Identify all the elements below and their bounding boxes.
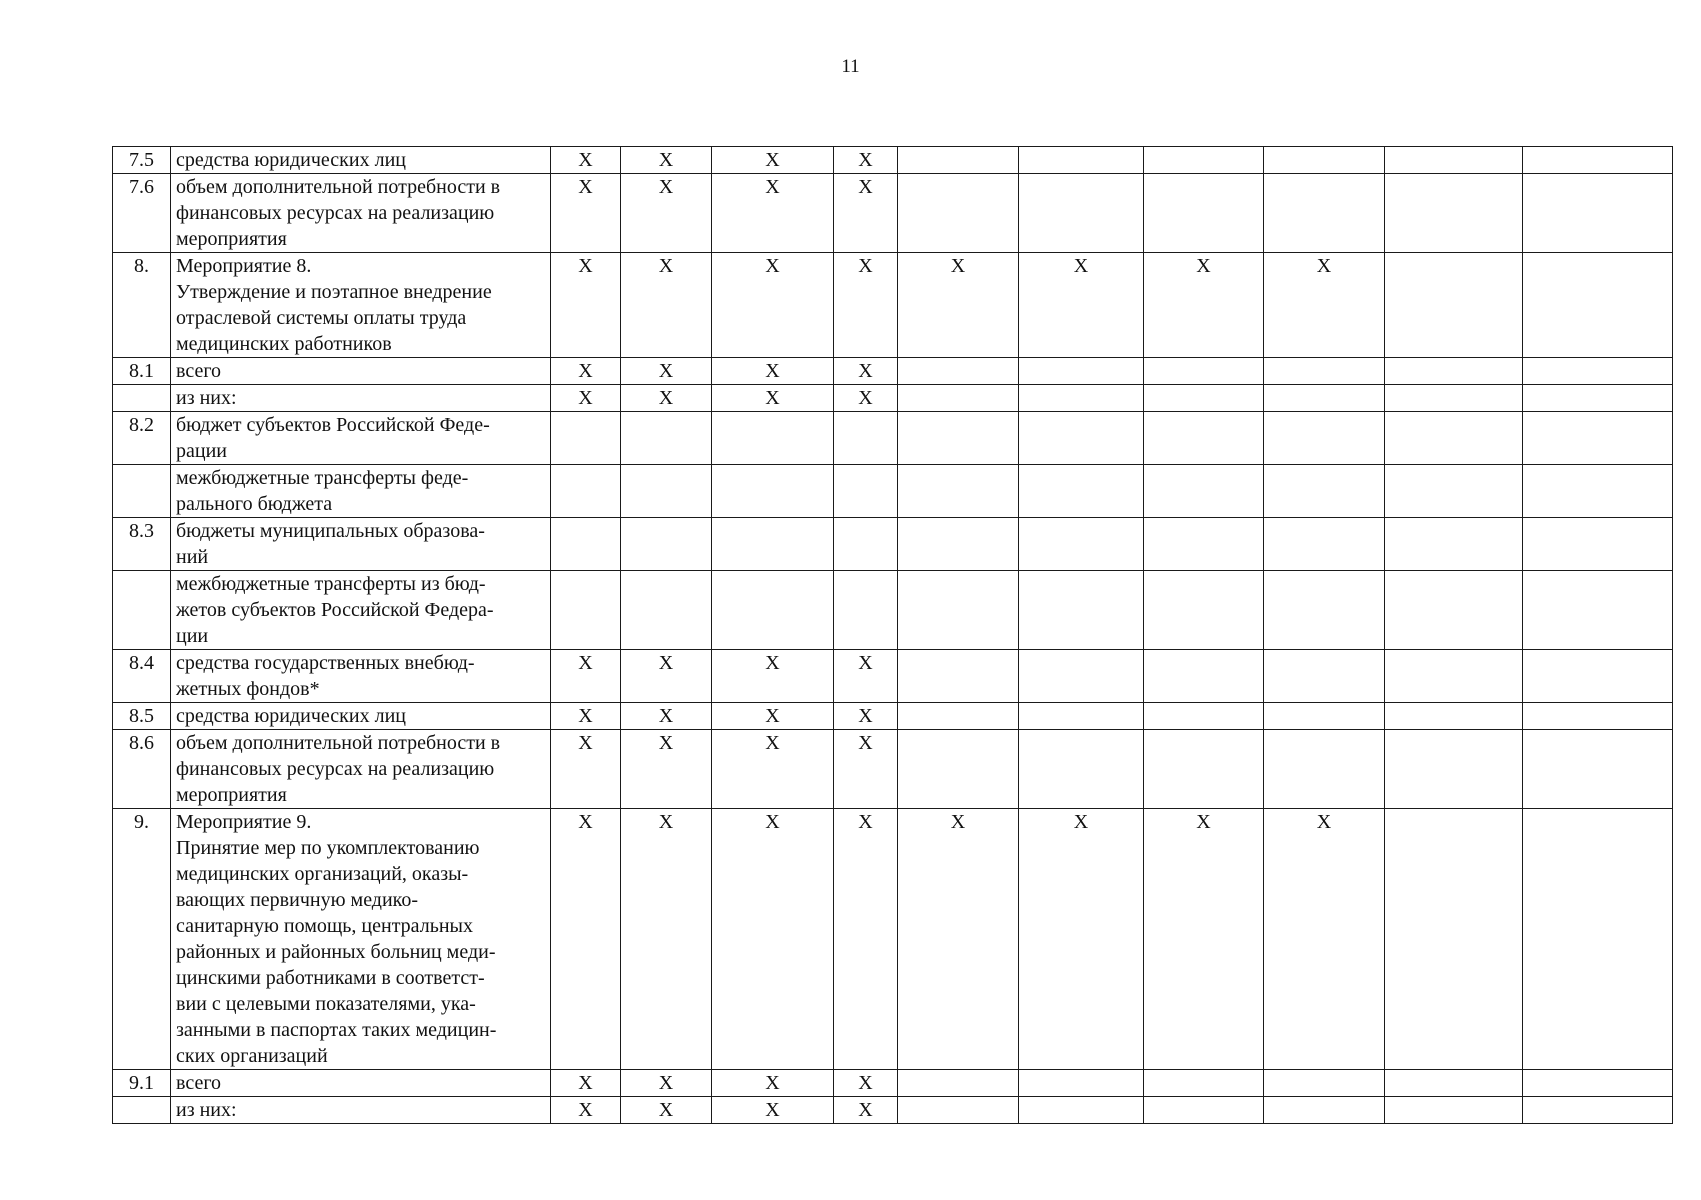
row-number: 9.1: [113, 1070, 171, 1097]
row-number: 8.4: [113, 650, 171, 703]
table-row: [113, 650, 1673, 703]
mark-cell: [1385, 412, 1523, 465]
mark-cell: [834, 412, 898, 465]
mark-cell: X: [551, 174, 621, 253]
table-row: [113, 147, 1673, 174]
mark-cell: [621, 465, 712, 518]
mark-cell: X: [551, 147, 621, 174]
mark-cell: [834, 465, 898, 518]
table-row: [113, 385, 1673, 412]
mark-cell: [1523, 730, 1673, 809]
mark-cell: X: [898, 809, 1019, 1070]
row-number: 9.: [113, 809, 171, 1070]
mark-cell: X: [834, 253, 898, 358]
mark-cell: [1144, 518, 1264, 571]
mark-cell: X: [1019, 809, 1144, 1070]
page-number: 11: [841, 56, 860, 77]
mark-cell: X: [712, 385, 834, 412]
mark-cell: [1264, 385, 1385, 412]
mark-cell: [621, 412, 712, 465]
mark-cell: [551, 465, 621, 518]
mark-cell: [551, 518, 621, 571]
mark-cell: [1385, 385, 1523, 412]
mark-cell: X: [551, 253, 621, 358]
mark-cell: [898, 1097, 1019, 1124]
mark-cell: [834, 571, 898, 650]
mark-cell: [712, 518, 834, 571]
mark-cell: [898, 730, 1019, 809]
mark-cell: [712, 412, 834, 465]
mark-cell: [1385, 730, 1523, 809]
mark-cell: [1019, 385, 1144, 412]
mark-cell: [1264, 571, 1385, 650]
table-row: [113, 174, 1673, 253]
mark-cell: [1144, 385, 1264, 412]
mark-cell: [1144, 1070, 1264, 1097]
mark-cell: [1523, 518, 1673, 571]
mark-cell: X: [621, 730, 712, 809]
mark-cell: [1385, 703, 1523, 730]
mark-cell: [1264, 1070, 1385, 1097]
mark-cell: X: [834, 358, 898, 385]
mark-cell: X: [551, 1097, 621, 1124]
row-description: из них:: [171, 385, 551, 412]
mark-cell: X: [551, 650, 621, 703]
mark-cell: [898, 465, 1019, 518]
mark-cell: [1144, 412, 1264, 465]
mark-cell: X: [834, 703, 898, 730]
row-description: Мероприятие 9. Принятие мер по укомплектованию медицинских организаций, оказы- вающих первичную медико- санитарную помощь, центральных районных и районных больниц меди- цинскими работниками в соответст- вии с целевыми показателями, ука- занными в паспортах таких медицин- ских организаций: [171, 809, 551, 1070]
mark-cell: X: [621, 174, 712, 253]
mark-cell: X: [1019, 253, 1144, 358]
financing-table-wrapper: [112, 146, 1672, 1124]
row-description: всего: [171, 358, 551, 385]
row-description: всего: [171, 1070, 551, 1097]
mark-cell: X: [551, 1070, 621, 1097]
mark-cell: X: [551, 730, 621, 809]
table-body: [113, 147, 1673, 1124]
mark-cell: [1385, 465, 1523, 518]
mark-cell: X: [834, 809, 898, 1070]
row-description: средства государственных внебюд- жетных фондов*: [171, 650, 551, 703]
mark-cell: [1523, 174, 1673, 253]
mark-cell: [1019, 412, 1144, 465]
row-number: [113, 571, 171, 650]
mark-cell: [834, 518, 898, 571]
mark-cell: X: [712, 147, 834, 174]
mark-cell: X: [898, 253, 1019, 358]
mark-cell: [1523, 412, 1673, 465]
mark-cell: X: [621, 703, 712, 730]
mark-cell: [1264, 730, 1385, 809]
mark-cell: X: [834, 1070, 898, 1097]
mark-cell: [1019, 1070, 1144, 1097]
mark-cell: X: [621, 358, 712, 385]
mark-cell: [712, 465, 834, 518]
mark-cell: [1144, 358, 1264, 385]
mark-cell: [1385, 650, 1523, 703]
mark-cell: [1264, 147, 1385, 174]
mark-cell: X: [834, 730, 898, 809]
mark-cell: X: [621, 1097, 712, 1124]
mark-cell: [1385, 174, 1523, 253]
mark-cell: [1385, 1097, 1523, 1124]
mark-cell: X: [1264, 809, 1385, 1070]
mark-cell: [898, 385, 1019, 412]
mark-cell: [898, 147, 1019, 174]
mark-cell: X: [621, 253, 712, 358]
mark-cell: [1264, 358, 1385, 385]
row-number: 7.6: [113, 174, 171, 253]
mark-cell: [898, 571, 1019, 650]
row-number: [113, 465, 171, 518]
mark-cell: [1144, 147, 1264, 174]
mark-cell: X: [834, 650, 898, 703]
table-row: [113, 412, 1673, 465]
row-number: 8.2: [113, 412, 171, 465]
table-row: [113, 465, 1673, 518]
row-description: межбюджетные трансферты феде- рального бюджета: [171, 465, 551, 518]
mark-cell: [621, 518, 712, 571]
table-row: [113, 253, 1673, 358]
mark-cell: X: [834, 385, 898, 412]
mark-cell: [1523, 1070, 1673, 1097]
mark-cell: [1523, 358, 1673, 385]
row-number: 8.3: [113, 518, 171, 571]
mark-cell: [1523, 147, 1673, 174]
table-row: [113, 571, 1673, 650]
mark-cell: [1019, 1097, 1144, 1124]
mark-cell: [1264, 1097, 1385, 1124]
mark-cell: [898, 412, 1019, 465]
mark-cell: [1523, 703, 1673, 730]
row-number: [113, 1097, 171, 1124]
mark-cell: [898, 650, 1019, 703]
mark-cell: X: [712, 703, 834, 730]
mark-cell: X: [834, 147, 898, 174]
table-row: [113, 1070, 1673, 1097]
mark-cell: [898, 358, 1019, 385]
mark-cell: X: [621, 809, 712, 1070]
mark-cell: X: [834, 1097, 898, 1124]
mark-cell: [1019, 650, 1144, 703]
row-number: 8.6: [113, 730, 171, 809]
row-description: средства юридических лиц: [171, 147, 551, 174]
row-number: [113, 385, 171, 412]
mark-cell: [1385, 253, 1523, 358]
mark-cell: [551, 412, 621, 465]
table-row: [113, 1097, 1673, 1124]
mark-cell: [1385, 809, 1523, 1070]
mark-cell: [1264, 174, 1385, 253]
mark-cell: [1385, 518, 1523, 571]
mark-cell: X: [621, 650, 712, 703]
mark-cell: [1019, 465, 1144, 518]
mark-cell: [898, 703, 1019, 730]
mark-cell: X: [1144, 253, 1264, 358]
mark-cell: [1523, 571, 1673, 650]
mark-cell: X: [712, 809, 834, 1070]
table-row: [113, 518, 1673, 571]
mark-cell: [1144, 1097, 1264, 1124]
mark-cell: [1523, 1097, 1673, 1124]
row-description: средства юридических лиц: [171, 703, 551, 730]
row-description: объем дополнительной потребности в финансовых ресурсах на реализацию мероприятия: [171, 730, 551, 809]
mark-cell: X: [712, 1097, 834, 1124]
mark-cell: [1523, 465, 1673, 518]
mark-cell: [1144, 571, 1264, 650]
row-description: Мероприятие 8. Утверждение и поэтапное внедрение отраслевой системы оплаты труда медицинских работников: [171, 253, 551, 358]
mark-cell: [1019, 358, 1144, 385]
mark-cell: X: [1264, 253, 1385, 358]
mark-cell: X: [551, 809, 621, 1070]
mark-cell: X: [712, 253, 834, 358]
table-row: [113, 809, 1673, 1070]
row-number: 8.: [113, 253, 171, 358]
row-number: 8.5: [113, 703, 171, 730]
mark-cell: [1523, 385, 1673, 412]
mark-cell: [1019, 730, 1144, 809]
mark-cell: [1144, 703, 1264, 730]
mark-cell: X: [551, 358, 621, 385]
mark-cell: X: [551, 703, 621, 730]
mark-cell: [1019, 571, 1144, 650]
table-row: [113, 358, 1673, 385]
mark-cell: [1523, 809, 1673, 1070]
mark-cell: X: [1144, 809, 1264, 1070]
row-description: объем дополнительной потребности в финансовых ресурсах на реализацию мероприятия: [171, 174, 551, 253]
table-row: [113, 730, 1673, 809]
mark-cell: [898, 1070, 1019, 1097]
mark-cell: [1385, 147, 1523, 174]
mark-cell: [898, 174, 1019, 253]
mark-cell: [1019, 703, 1144, 730]
mark-cell: [1144, 650, 1264, 703]
mark-cell: [621, 571, 712, 650]
mark-cell: [1523, 253, 1673, 358]
mark-cell: [712, 571, 834, 650]
mark-cell: [1019, 518, 1144, 571]
mark-cell: [1264, 703, 1385, 730]
mark-cell: X: [712, 650, 834, 703]
mark-cell: [1144, 730, 1264, 809]
mark-cell: X: [712, 730, 834, 809]
row-description: бюджеты муниципальных образова- ний: [171, 518, 551, 571]
mark-cell: X: [712, 358, 834, 385]
mark-cell: X: [712, 174, 834, 253]
mark-cell: [898, 518, 1019, 571]
mark-cell: X: [621, 385, 712, 412]
mark-cell: [1385, 1070, 1523, 1097]
mark-cell: X: [621, 1070, 712, 1097]
mark-cell: [1264, 650, 1385, 703]
mark-cell: [1385, 358, 1523, 385]
mark-cell: [1019, 147, 1144, 174]
mark-cell: X: [834, 174, 898, 253]
mark-cell: [1264, 412, 1385, 465]
mark-cell: [1523, 650, 1673, 703]
mark-cell: [1144, 174, 1264, 253]
mark-cell: [551, 571, 621, 650]
mark-cell: X: [621, 147, 712, 174]
row-number: 7.5: [113, 147, 171, 174]
row-description: из них:: [171, 1097, 551, 1124]
mark-cell: [1264, 518, 1385, 571]
mark-cell: X: [712, 1070, 834, 1097]
mark-cell: [1264, 465, 1385, 518]
row-description: межбюджетные трансферты из бюд- жетов субъектов Российской Федера- ции: [171, 571, 551, 650]
mark-cell: [1144, 465, 1264, 518]
mark-cell: X: [551, 385, 621, 412]
financing-table: [112, 146, 1673, 1124]
mark-cell: [1385, 571, 1523, 650]
mark-cell: [1019, 174, 1144, 253]
row-number: 8.1: [113, 358, 171, 385]
table-row: [113, 703, 1673, 730]
row-description: бюджет субъектов Российской Феде- рации: [171, 412, 551, 465]
